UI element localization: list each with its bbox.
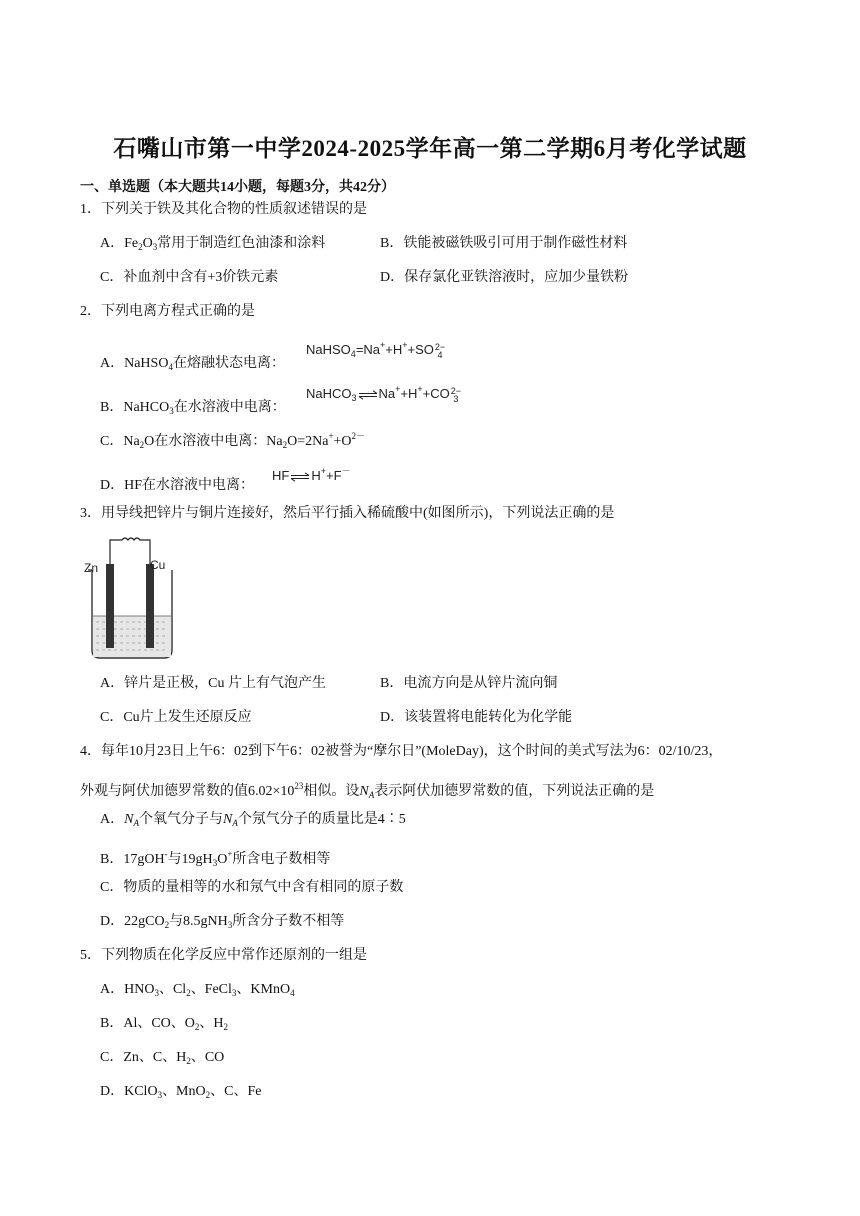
question-2-option-b-equation: NaHCO$_3$ Na++H++CO2− 3 xyxy=(306,384,462,404)
question-1-option-a: A．$Fe_2O_3$常用于制造红色油漆和涂料 xyxy=(100,236,326,252)
question-5-stem: 5．下列物质在化学反应中常作还原剂的一组是 xyxy=(80,948,367,963)
question-2-option-a-equation: NaHSO$_4$=Na++H++SO2− 4 xyxy=(306,340,446,360)
question-3-stem: 3．用导线把锌片与铜片连接好，然后平行插入稀硫酸中(如图所示)，下列说法正确的是 xyxy=(80,506,615,521)
question-2-option-b: B．NaHCO$_3$在水溶液中电离： xyxy=(100,400,286,416)
equilibrium-arrow-icon xyxy=(290,472,310,482)
section-heading: 一、单选题（本大题共14小题，每题3分，共42分） xyxy=(80,180,395,195)
question-4-option-a: A．$N_A$个氧气分子与$N_A$个氖气分子的质量比是4∶5 xyxy=(100,812,406,828)
question-4-stem-line-1: 4．每年10月23日上午6：02到下午6：02被誉为“摩尔日”(MoleDay)，这个时间的美式写法为6：02/10/23， xyxy=(80,744,723,759)
question-4-stem-line-2: 外观与阿伏加德罗常数的值$6.02\times 10^{23}$相似。设$N_A$表示阿伏加德罗常数的值，下列说法正确的是 xyxy=(80,781,655,800)
question-4-option-d: D．22gCO$_2$与8.5gNH$_3$所含分子数不相等 xyxy=(100,914,345,930)
question-5-option-b: B．Al、CO、$O_2$、$H_2$ xyxy=(100,1016,229,1032)
page-title: 石嘴山市第一中学2024-2025学年高一第二学期6月考化学试题 xyxy=(113,136,747,161)
question-4-option-c: C．物质的量相等的水和氖气中含有相同的原子数 xyxy=(100,880,404,895)
zinc-electrode xyxy=(106,564,114,648)
zinc-label: Zn xyxy=(84,561,99,575)
wire-icon xyxy=(110,538,150,566)
question-5-option-a: A．$HNO_3$、$Cl_2$、FeCl$_3$、KMnO$_4$ xyxy=(100,982,295,998)
question-1-option-d: D．保存氯化亚铁溶液时，应加少量铁粉 xyxy=(380,270,629,285)
question-5-option-d: D．KClO$_3$、MnO$_2$、C、Fe xyxy=(100,1084,262,1100)
question-2-option-d-equation: HF H++F－ xyxy=(272,466,351,483)
question-2-stem: 2．下列电离方程式正确的是 xyxy=(80,304,255,319)
copper-label: Cu xyxy=(150,558,166,572)
question-3-option-d: D．该装置将电能转化为化学能 xyxy=(380,710,573,725)
question-1-option-c: C．补血剂中含有+3价铁元素 xyxy=(100,270,279,285)
question-3-option-b: B．电流方向是从锌片流向铜 xyxy=(380,676,558,691)
copper-electrode xyxy=(146,564,154,648)
question-1-stem: 1．下列关于铁及其化合物的性质叙述错误的是 xyxy=(80,202,367,217)
question-5-option-c: C．Zn、C、$H_2$、CO xyxy=(100,1050,225,1066)
question-2-option-c: C．$Na_2O$在水溶液中电离：$Na_2O=2Na^++O^{2-}$ xyxy=(100,431,366,450)
question-2-option-d: D．HF在水溶液中电离： xyxy=(100,478,255,493)
question-3-option-a: A．锌片是正极，Cu 片上有气泡产生 xyxy=(100,676,326,691)
question-1-option-b: B．铁能被磁铁吸引可用于制作磁性材料 xyxy=(380,236,628,251)
question-4-option-b: B．17gOH-与$19gH_3O^+$所含电子数相等 xyxy=(100,849,331,868)
galvanic-cell-diagram xyxy=(82,536,182,662)
equilibrium-arrow-icon xyxy=(358,390,378,400)
question-3-option-c: C．Cu片上发生还原反应 xyxy=(100,710,252,725)
question-2-option-a: A．NaHSO$_4$在熔融状态电离： xyxy=(100,356,285,372)
